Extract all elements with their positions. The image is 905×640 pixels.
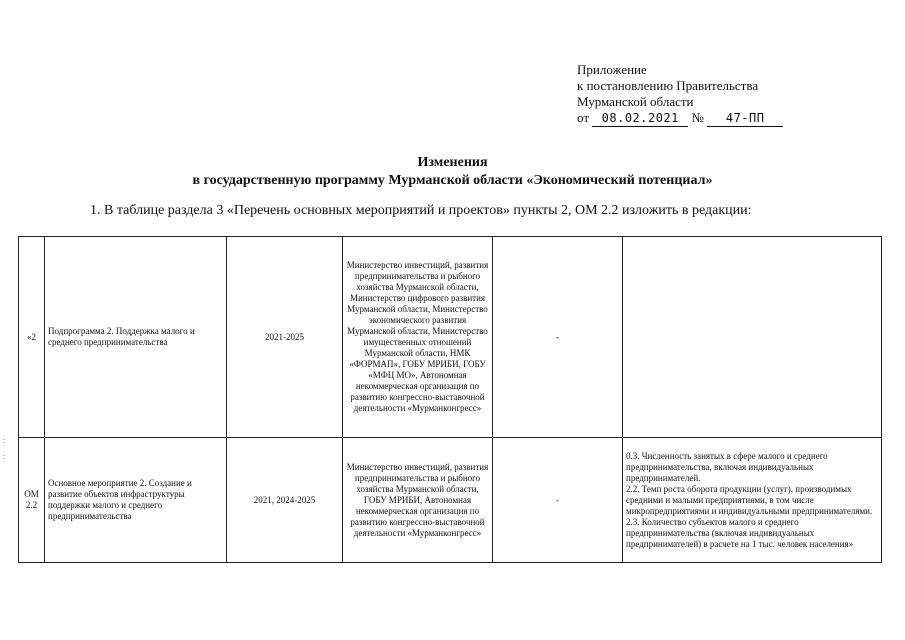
table-row	[19, 438, 882, 563]
document-subtitle: в государственную программу Мурманской области «Экономический потенциал»	[192, 173, 713, 188]
intro-paragraph: 1. В таблице раздела 3 «Перечень основных мероприятий и проектов» пункты 2, ОМ 2.2 изложить в редакции:	[90, 203, 752, 218]
appendix-block	[577, 62, 783, 127]
row-number: ОМ 2.2	[19, 438, 45, 563]
date-prefix: от	[577, 110, 590, 125]
row-executors: Министерство инвестиций, развития предпринимательства и рыбного хозяйства Мурманской области, Министерство цифрового развития Мурманской области, Министерство экономического развития Мурманской области, Министерство имущественных отношений Мурманской области, НМК «ФОРМАП», ГОБУ МРИБИ, ГОБУ «МФЦ МО», Автономная некоммерческая организация по развитию конгрессно-выставочной деятельности «Мурманконгресс»	[343, 237, 493, 438]
row-indicators: 0.3. Численность занятых в сфере малого и среднего предпринимательства, включая индивидуальных предпринимателей. 2.2. Темп роста оборота продукции (услуг), производимых средними и малыми предприятиями, в том числе микропредприятиями и индивидуальными предпринимателями. 2.3. Количество субъектов малого и среднего предпринимательства (включая индивидуальных предпринимателей) в расчете на 1 тыс. человек населения»	[623, 438, 882, 563]
row-dash: -	[493, 237, 623, 438]
appendix-line-1: Приложение	[577, 62, 647, 77]
decree-date: 08.02.2021	[592, 112, 688, 127]
document-title: Изменения	[417, 155, 488, 170]
changes-table	[18, 236, 882, 563]
margin-mark: :	[3, 436, 6, 445]
row-number: «2	[19, 237, 45, 438]
row-name: Подпрограмма 2. Поддержка малого и среднего предпринимательства	[45, 237, 227, 438]
margin-mark: :	[3, 452, 6, 461]
row-indicators	[623, 237, 882, 438]
decree-number: 47-ПП	[707, 112, 783, 127]
table-row	[19, 237, 882, 438]
appendix-line-2: к постановлению Правительства	[577, 78, 759, 93]
appendix-date-line	[577, 110, 783, 127]
row-dash: -	[493, 438, 623, 563]
row-name: Основное мероприятие 2. Создание и развитие объектов инфраструктуры поддержки малого и среднего предпринимательства	[45, 438, 227, 563]
row-executors: Министерство инвестиций, развития предпринимательства и рыбного хозяйства Мурманской области, ГОБУ МРИБИ, Автономная некоммерческая организация по развитию конгрессно-выставочной деятельности «Мурманконгресс»	[343, 438, 493, 563]
row-period: 2021-2025	[227, 237, 343, 438]
row-period: 2021, 2024-2025	[227, 438, 343, 563]
number-sign: №	[691, 110, 704, 125]
appendix-line-3: Мурманской области	[577, 94, 694, 109]
